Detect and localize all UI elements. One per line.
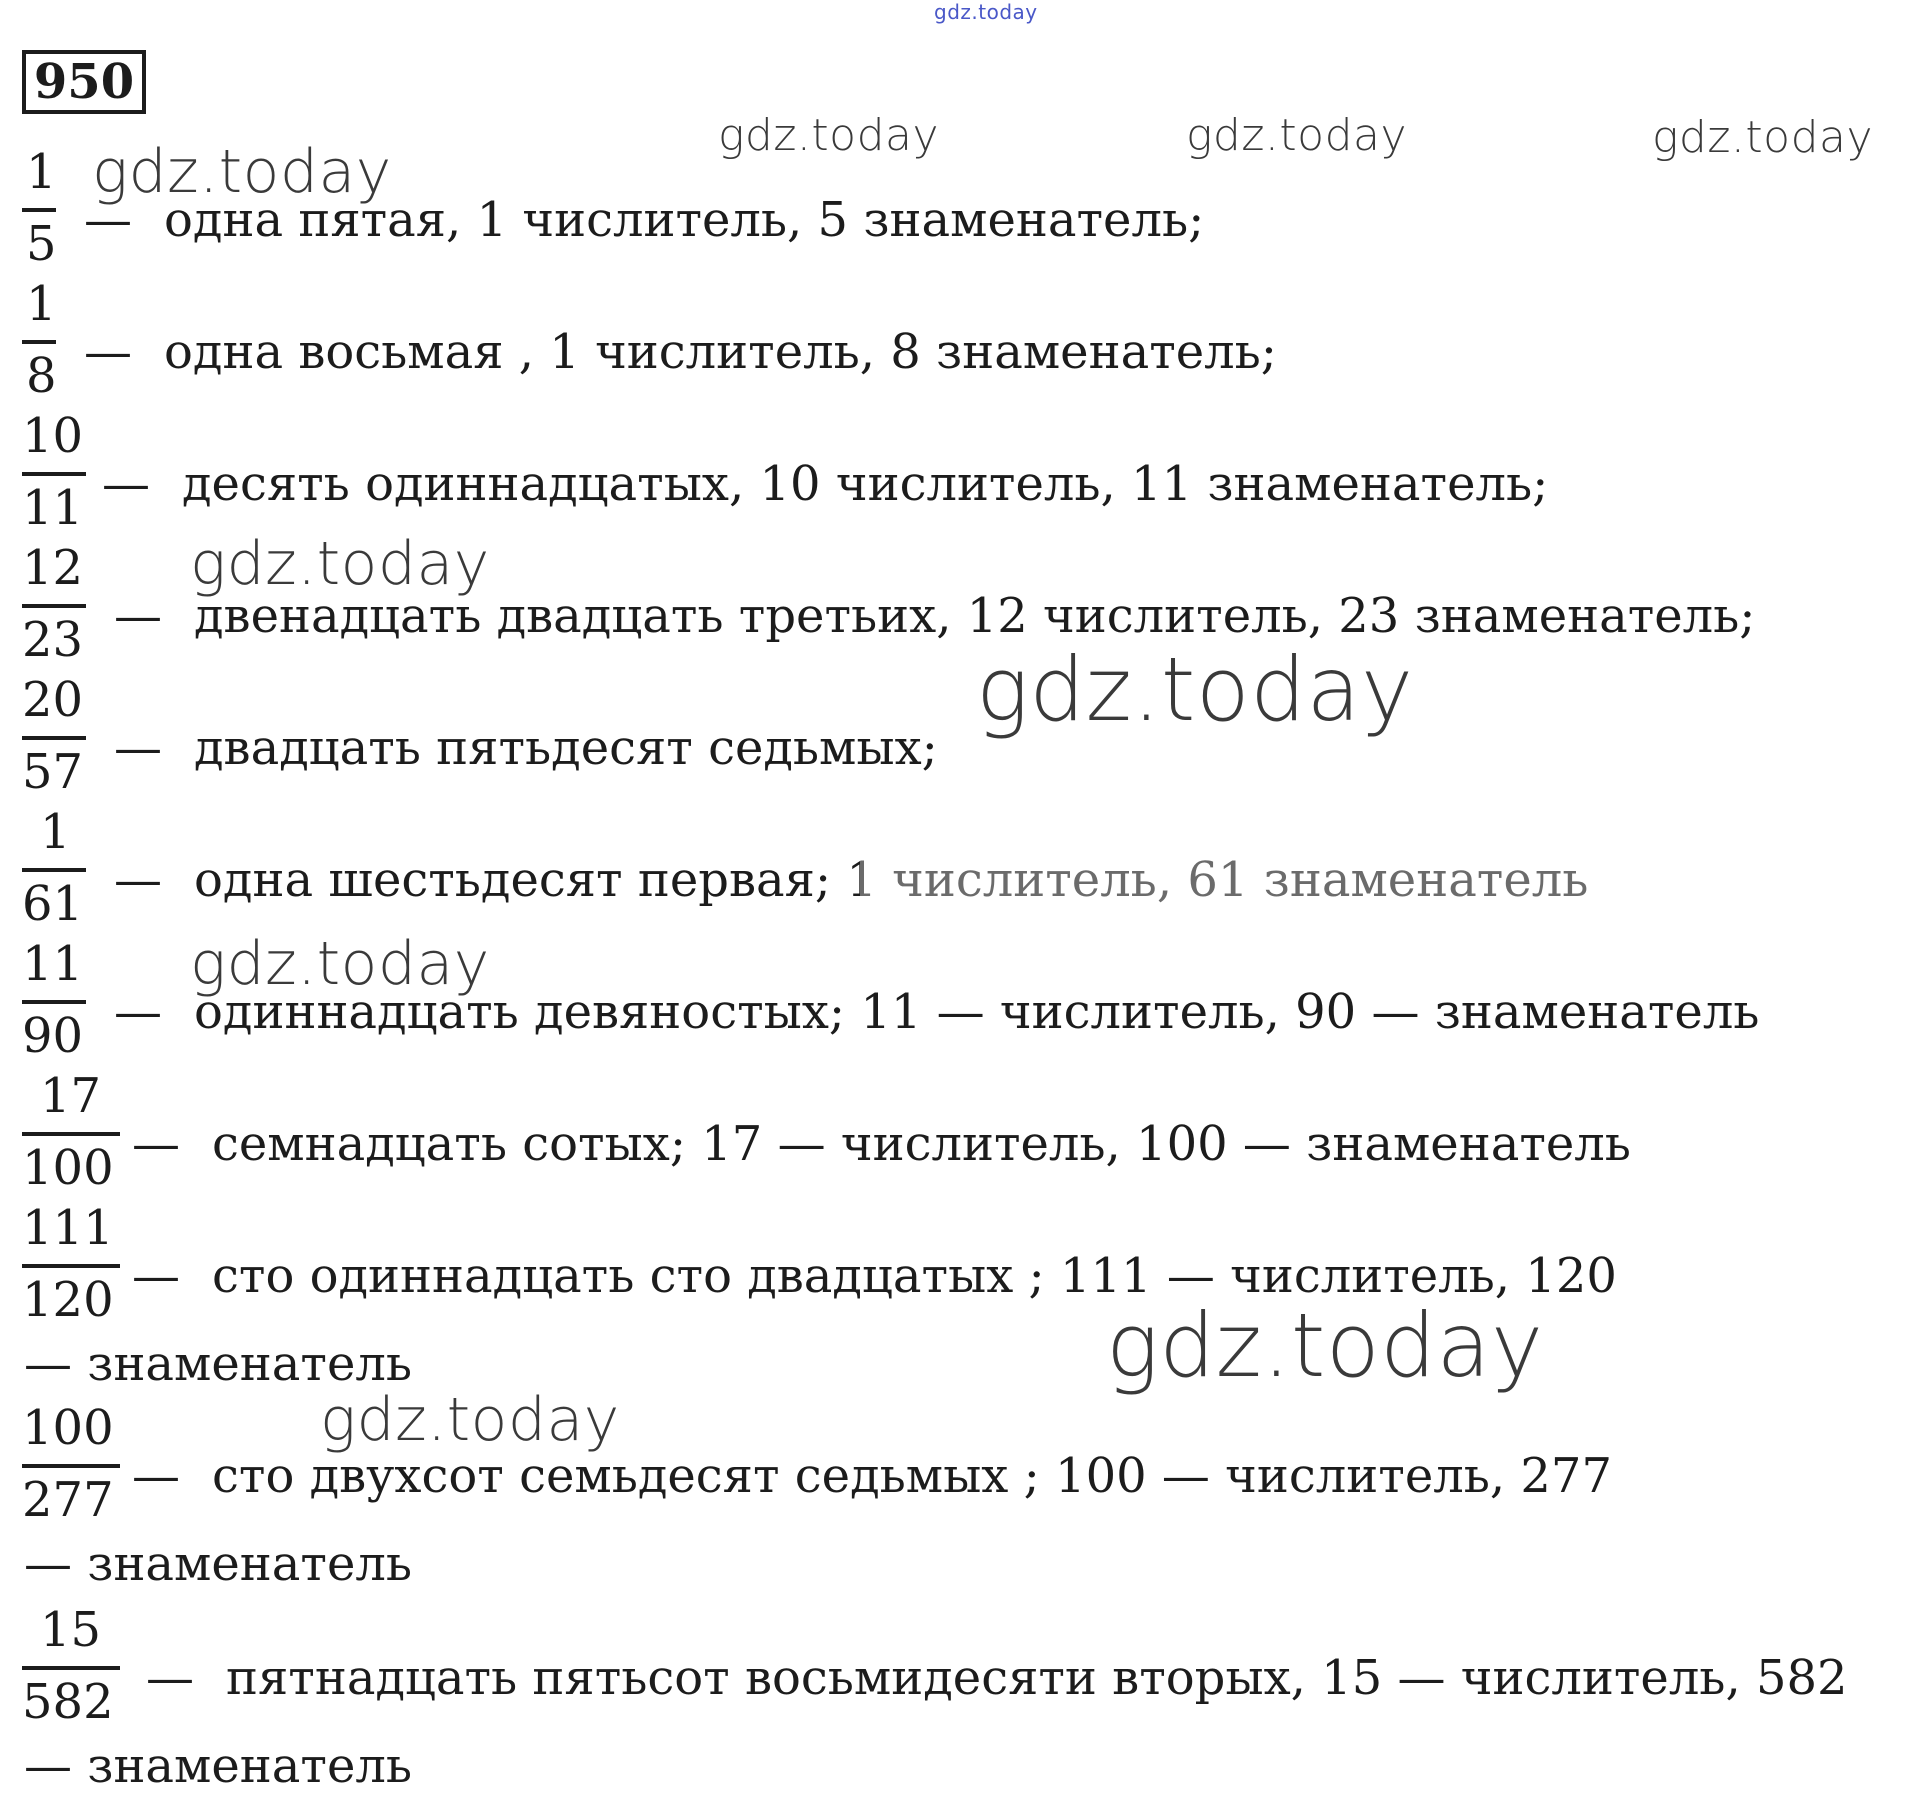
fraction [22,936,120,1064]
fraction-denominator: 57 [22,744,84,800]
fraction [22,1400,120,1528]
fraction-bar [22,340,56,344]
fraction-numerator: 12 [22,540,84,596]
dash: — [132,1248,180,1304]
watermark: gdz.today [320,1385,620,1455]
fraction-description [114,588,1756,644]
fraction-denominator: 277 [22,1472,114,1528]
fraction-bar [22,1132,120,1136]
dash: — [132,1116,180,1172]
description-text: двадцать пятьдесят седьмых; [194,720,938,776]
fraction-numerator: 1 [26,276,57,332]
fraction-denominator: 582 [22,1674,114,1730]
fraction-description [84,192,1205,248]
fraction-description [132,1116,1631,1172]
description-text: одна шестьдесят первая; 1 числитель, 61 знаменатель [194,852,1589,908]
description-continuation: — знаменатель [24,1738,412,1794]
fraction-description [84,324,1277,380]
description-continuation: — знаменатель [24,1536,412,1592]
watermark-top: gdz.today [934,0,1038,24]
description-text: одиннадцать девяностых; 11 — числитель, 90 — знаменатель [194,984,1760,1040]
fraction-denominator: 100 [22,1140,114,1196]
description-text: десять одиннадцатых, 10 числитель, 11 знаменатель; [182,456,1549,512]
fraction-denominator: 11 [22,480,84,536]
dash: — [102,456,150,512]
fraction-bar [22,1464,120,1468]
fraction-denominator: 61 [22,876,84,932]
watermark: gdz.today [1106,1294,1544,1397]
description-text: одна пятая, 1 числитель, 5 знаменатель; [164,192,1205,248]
dash: — [114,852,162,908]
fraction-description [114,852,1589,908]
fraction [22,804,120,932]
fraction-description [132,1448,1612,1504]
watermark: gdz.today [190,929,490,999]
fraction-description [114,720,938,776]
fraction-numerator: 20 [22,672,84,728]
fraction [22,1602,120,1730]
fraction-numerator: 1 [26,144,57,200]
fraction-description [102,456,1549,512]
watermark: gdz.today [190,529,490,599]
watermark: gdz.today [1186,110,1408,161]
description-text: семнадцать сотых; 17 — числитель, 100 — знаменатель [212,1116,1631,1172]
fraction-denominator: 8 [26,348,57,404]
fraction-bar [22,868,86,872]
fraction-denominator: 90 [22,1008,84,1064]
dash: — [114,588,162,644]
fraction-bar [22,208,56,212]
fraction-denominator: 23 [22,612,84,668]
dash: — [84,192,132,248]
dash: — [132,1448,180,1504]
fraction-bar [22,472,86,476]
fraction-numerator: 11 [22,936,84,992]
fraction-bar [22,604,86,608]
fraction-numerator: 10 [22,408,84,464]
fraction-denominator: 120 [22,1272,114,1328]
watermark: gdz.today [1652,112,1874,163]
task-number: 950 [22,50,146,114]
watermark: gdz.today [718,110,940,161]
fraction-bar [22,736,86,740]
watermark: gdz.today [976,638,1414,741]
dash: — [114,984,162,1040]
fraction-denominator: 5 [26,216,57,272]
description-text: сто одиннадцать сто двадцатых ; 111 — числитель, 120 [212,1248,1617,1304]
fraction-numerator: 1 [40,804,71,860]
description-text: одна восьмая , 1 числитель, 8 знаменатель; [164,324,1277,380]
fraction-description [114,984,1760,1040]
dash: — [114,720,162,776]
fraction [22,672,120,800]
fraction-numerator: 15 [40,1602,102,1658]
description-continuation: — знаменатель [24,1336,412,1392]
dash: — [84,324,132,380]
description-text: пятнадцать пятьсот восьмидесяти вторых, 15 — числитель, 582 [226,1650,1848,1706]
fraction-description [146,1650,1848,1706]
description-text: сто двухсот семьдесят седьмых ; 100 — числитель, 277 [212,1448,1612,1504]
fraction-bar [22,1000,86,1004]
fraction-bar [22,1264,120,1268]
fraction-bar [22,1666,120,1670]
fraction-numerator: 17 [40,1068,102,1124]
fraction-description [132,1248,1617,1304]
fraction [22,540,120,668]
description-text: двенадцать двадцать третьих, 12 числитель, 23 знаменатель; [194,588,1756,644]
fraction [22,1200,120,1328]
fraction-numerator: 100 [22,1400,114,1456]
fraction [22,1068,120,1196]
fraction-numerator: 111 [22,1200,114,1256]
dash: — [146,1650,194,1706]
watermark: gdz.today [92,137,392,207]
